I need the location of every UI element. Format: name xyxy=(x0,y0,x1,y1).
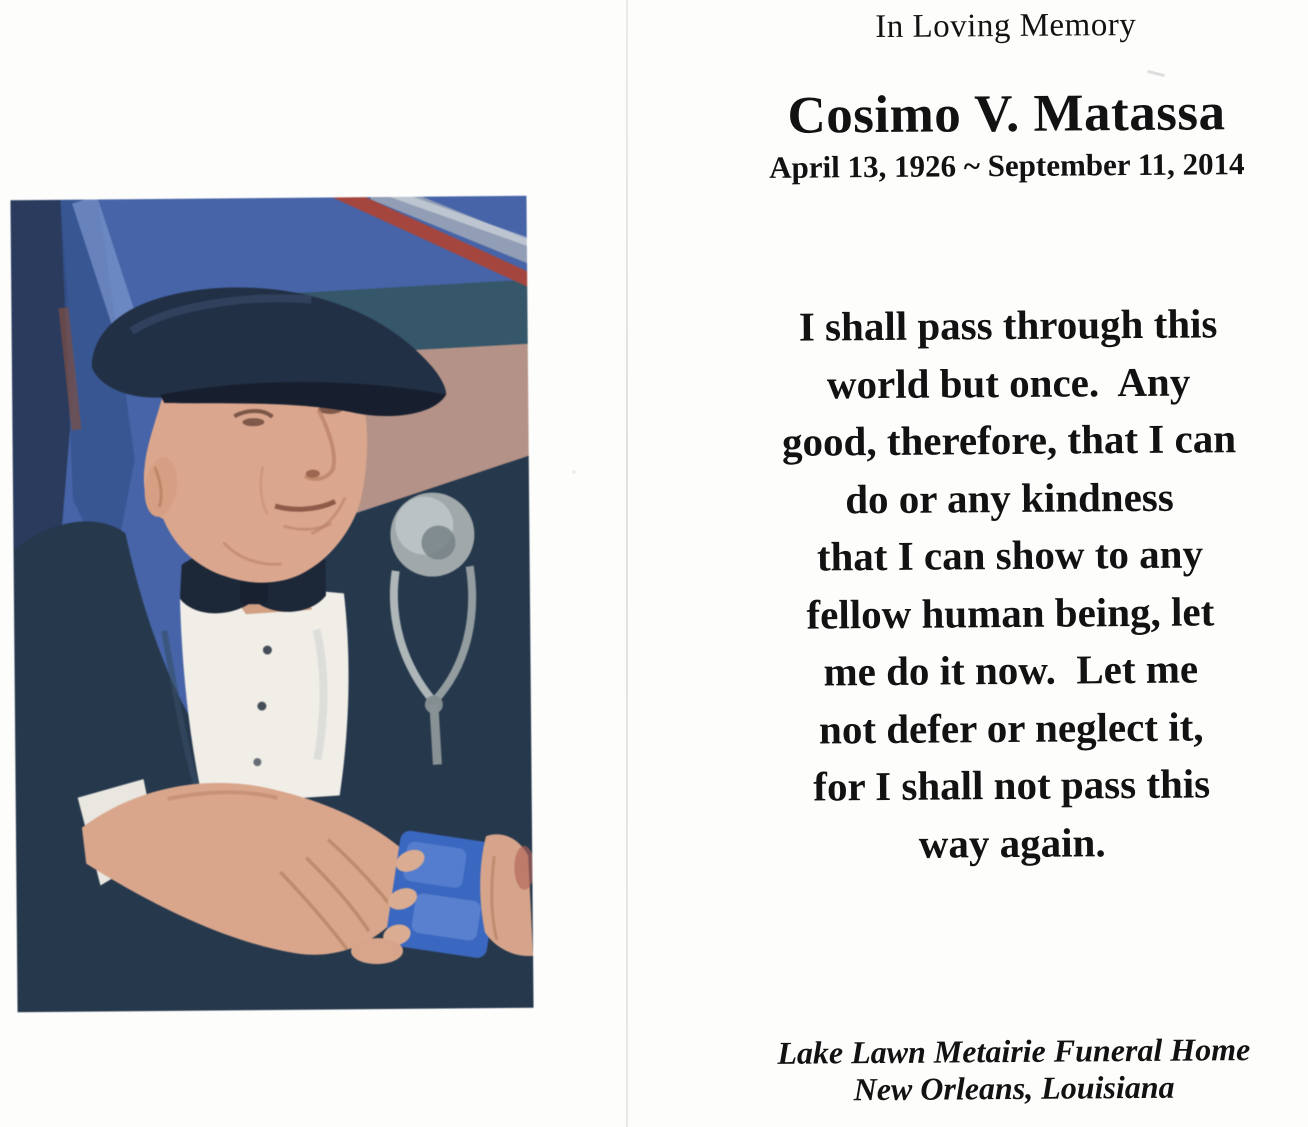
funeral-home-name: Lake Lawn Metairie Funeral Home xyxy=(777,1031,1251,1071)
deceased-name: Cosimo V. Matassa xyxy=(787,83,1226,145)
memorial-quote: I shall pass through this world but once. Any good, therefore, that I can do or any kindness that I can show to any fellow human being, let me do it now. Let me not defer or neglect it, for I shall not pass this way again. xyxy=(781,300,1237,867)
memory-header: In Loving Memory xyxy=(875,6,1137,46)
card-text-panel xyxy=(700,0,1308,1127)
funeral-home-location: New Orleans, Louisiana xyxy=(853,1068,1175,1108)
card-fold-line xyxy=(626,0,628,1127)
portrait-photo xyxy=(10,196,533,1012)
life-dates: April 13, 1926 ~ September 11, 2014 xyxy=(769,146,1245,185)
portrait-photo-art xyxy=(10,196,533,1012)
scan-speck xyxy=(572,470,576,474)
